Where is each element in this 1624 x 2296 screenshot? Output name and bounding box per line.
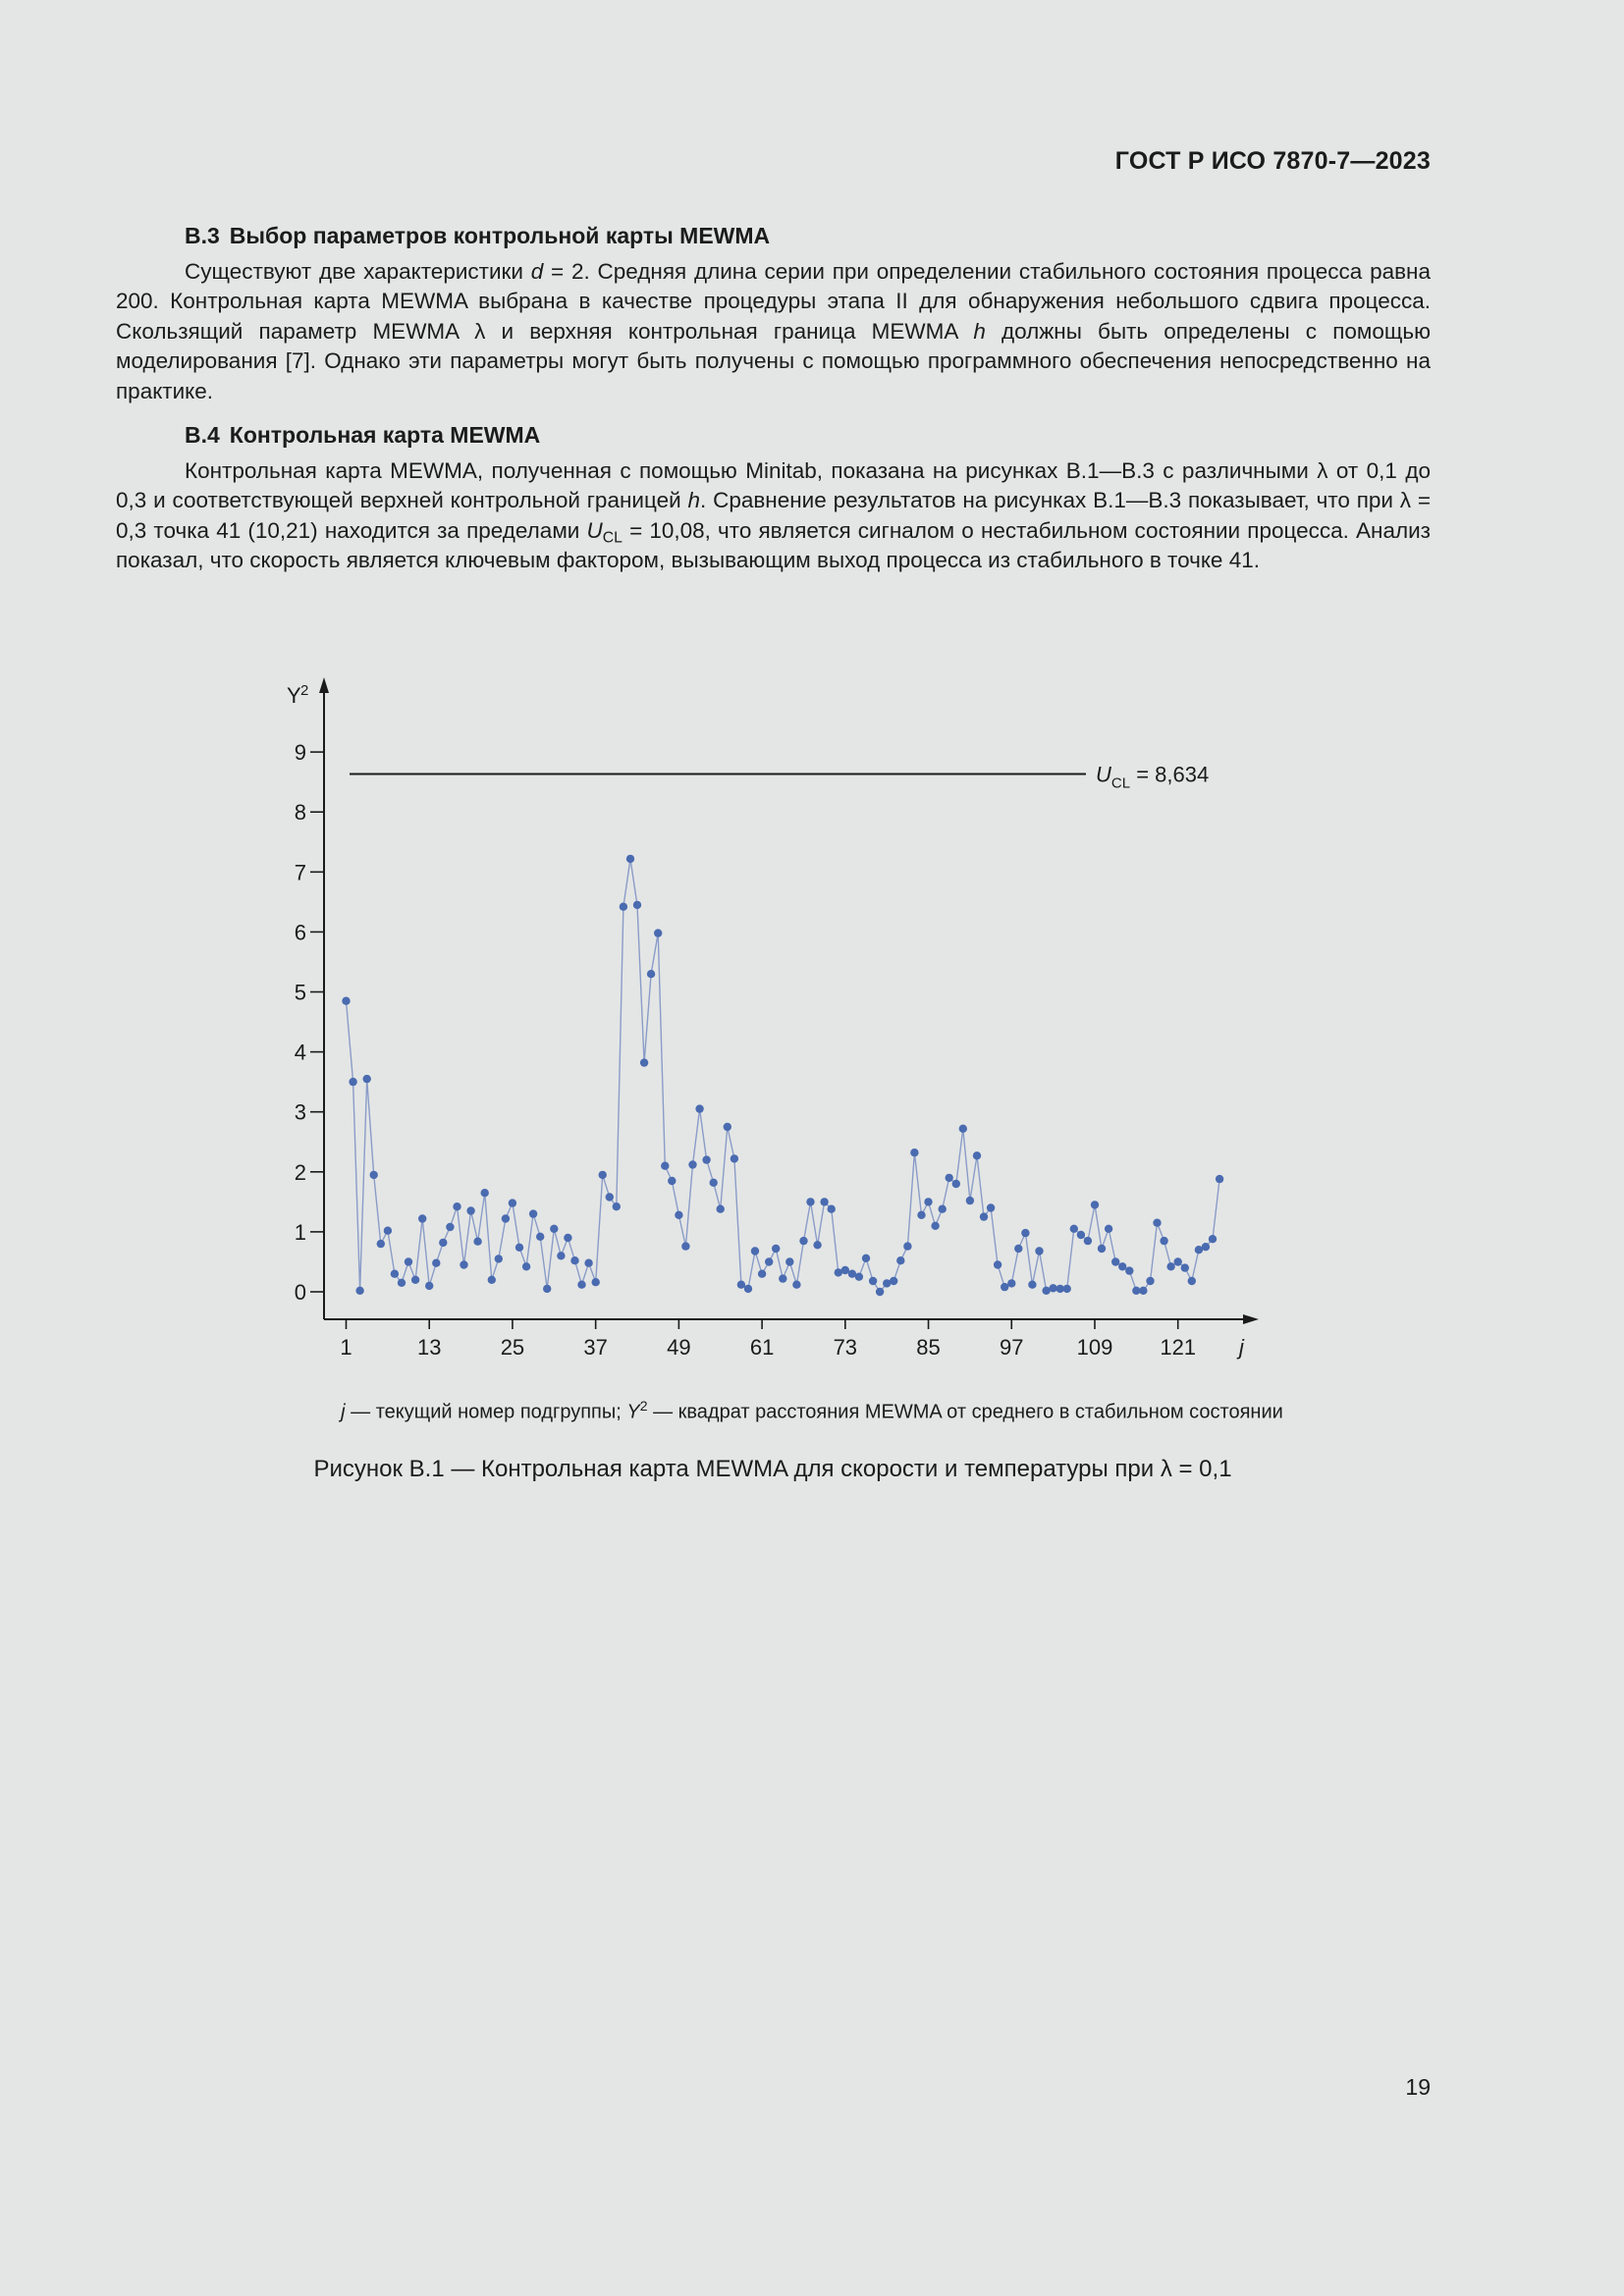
data-point [695, 1104, 703, 1112]
data-point [515, 1244, 523, 1252]
data-point [717, 1205, 725, 1213]
data-point [931, 1222, 939, 1230]
data-point [1035, 1247, 1043, 1255]
y-tick-label: 1 [294, 1219, 306, 1245]
y-tick-label: 8 [294, 800, 306, 826]
data-point [772, 1245, 780, 1253]
data-point [661, 1162, 669, 1170]
y-axis-label-sup: 2 [300, 682, 309, 699]
data-point [1063, 1285, 1071, 1293]
data-point [806, 1198, 814, 1205]
y-tick-label: 4 [294, 1040, 306, 1065]
data-point [1202, 1243, 1210, 1251]
b3-text-3: должны быть определены с помощью моделирования [7]. Однако эти параметры могут быть получены с помощью программного обеспечения непосредственно на практике. [116, 318, 1431, 403]
data-point [398, 1279, 406, 1287]
b4-var-u: U [586, 517, 603, 543]
data-point [681, 1242, 689, 1250]
data-point [1084, 1237, 1092, 1245]
data-point [481, 1189, 489, 1197]
y-tick-label: 5 [294, 980, 306, 1005]
data-point [592, 1278, 600, 1286]
data-point [633, 901, 641, 909]
x-tick-label: 13 [416, 1335, 442, 1360]
data-point [557, 1252, 565, 1259]
data-point [946, 1174, 953, 1182]
data-point [799, 1237, 807, 1245]
y-axis-arrow [319, 677, 329, 693]
data-point [654, 929, 662, 936]
data-point [813, 1241, 821, 1249]
data-point [785, 1257, 793, 1265]
data-point [439, 1239, 447, 1247]
data-point [1188, 1277, 1196, 1285]
data-point [626, 855, 634, 863]
data-point [425, 1282, 433, 1290]
b4-sub-cl: CL [602, 529, 623, 547]
data-point [495, 1255, 503, 1262]
data-point [994, 1260, 1001, 1268]
data-point [820, 1198, 828, 1205]
x-tick-label: 37 [583, 1335, 608, 1360]
section-b4-number: В.4 [185, 422, 220, 448]
data-point [453, 1202, 460, 1210]
data-point [564, 1234, 571, 1242]
data-point [1091, 1201, 1099, 1208]
x-axis-label: j [1239, 1335, 1244, 1360]
data-point [522, 1262, 530, 1270]
data-point [466, 1206, 474, 1214]
data-point [724, 1123, 731, 1131]
data-point [1118, 1262, 1126, 1270]
data-point [488, 1276, 496, 1284]
data-point [751, 1247, 759, 1255]
data-point [647, 970, 655, 978]
data-point [702, 1155, 710, 1163]
data-point [640, 1058, 648, 1066]
x-axis-arrow [1243, 1314, 1259, 1324]
y-axis-label: Y [287, 683, 301, 708]
x-tick-label: 25 [500, 1335, 525, 1360]
y-tick-label: 3 [294, 1099, 306, 1125]
mewma-chart [265, 667, 1316, 1374]
data-point [577, 1281, 585, 1289]
series-line [347, 859, 1220, 1292]
data-point [620, 903, 627, 911]
data-point [731, 1154, 738, 1162]
data-point [1160, 1237, 1167, 1245]
page-number: 19 [1405, 2074, 1431, 2100]
data-point [758, 1270, 766, 1278]
section-b4-paragraph [116, 456, 1431, 576]
data-point [473, 1238, 481, 1246]
ucl-label: $U_{CL} = 8,634$ [1096, 762, 1210, 792]
data-point [536, 1233, 544, 1241]
legend-sup: 2 [639, 1398, 648, 1414]
data-point [668, 1177, 676, 1185]
data-point [370, 1171, 378, 1179]
figure-caption: Рисунок В.1 — Контрольная карта MEWMA для скорости и температуры при λ = 0,1 [313, 1456, 1232, 1482]
y-tick-label: 9 [294, 740, 306, 766]
data-point [939, 1205, 947, 1213]
x-tick-label: 109 [1076, 1335, 1113, 1360]
data-point [1111, 1257, 1119, 1265]
data-point [973, 1151, 981, 1159]
data-point [349, 1078, 356, 1086]
data-point [1139, 1287, 1147, 1295]
y-tick-label: 0 [294, 1280, 306, 1305]
data-point [502, 1214, 510, 1222]
b3-var-d: d [530, 258, 544, 284]
section-b3-title [116, 221, 1431, 251]
data-point [342, 997, 350, 1005]
data-point [355, 1287, 363, 1295]
data-point [529, 1209, 537, 1217]
data-point [1098, 1245, 1106, 1253]
data-point [890, 1277, 897, 1285]
data-point [862, 1255, 870, 1262]
data-point [1014, 1245, 1022, 1253]
data-point [384, 1227, 392, 1235]
data-point [980, 1212, 988, 1220]
data-point [903, 1242, 911, 1250]
b4-text-2: . Сравнение результатов на рисунках В.1—В.3 показывает, что при λ = 0,3 точка 41 (10,21) находится за пределами [116, 488, 1431, 543]
data-point [599, 1171, 607, 1179]
data-point [952, 1180, 960, 1188]
chart-svg [265, 667, 1316, 1374]
data-point [841, 1266, 849, 1274]
legend-text-2: — квадрат расстояния MEWMA от среднего в стабильном состоянии [647, 1401, 1283, 1423]
data-point [460, 1260, 467, 1268]
data-point [606, 1193, 614, 1201]
data-point [792, 1281, 800, 1289]
data-point [924, 1198, 932, 1205]
data-point [543, 1285, 551, 1293]
x-tick-label: 73 [833, 1335, 858, 1360]
data-point [613, 1202, 621, 1210]
x-tick-label: 49 [667, 1335, 691, 1360]
legend-var-y: Y [626, 1401, 640, 1423]
x-tick-label: 85 [916, 1335, 941, 1360]
data-point [737, 1281, 745, 1289]
data-point [1001, 1283, 1008, 1291]
data-point [1077, 1231, 1085, 1239]
section-b3-number: В.3 [185, 223, 220, 248]
data-point [405, 1257, 412, 1265]
data-point [987, 1203, 995, 1211]
data-point [917, 1211, 925, 1219]
data-point [1028, 1281, 1036, 1289]
x-tick-label: 1 [340, 1335, 352, 1360]
data-point [828, 1205, 836, 1213]
data-point [432, 1259, 440, 1267]
data-point [391, 1270, 399, 1278]
section-b4-title [116, 420, 1431, 451]
y-tick-label: 7 [294, 860, 306, 885]
data-point [1209, 1235, 1217, 1243]
b4-text-3: = 10,08, что является сигналом о нестабильном состоянии процесса. Анализ показал, что скорость является ключевым фактором, вызывающим выход процесса из стабильного в точке 41. [116, 517, 1431, 572]
y-tick-label: 6 [294, 920, 306, 945]
b4-var-h: h [687, 488, 701, 512]
data-point [1153, 1219, 1161, 1227]
y-tick-label: 2 [294, 1159, 306, 1185]
data-point [779, 1274, 786, 1282]
data-point [411, 1276, 419, 1284]
data-point [418, 1214, 426, 1222]
data-point [765, 1257, 773, 1265]
section-b3-heading: Выбор параметров контрольной карты MEWMA [229, 223, 771, 248]
data-point [675, 1211, 682, 1219]
x-tick-label: 121 [1160, 1335, 1197, 1360]
data-point [896, 1256, 904, 1264]
data-point [744, 1285, 752, 1293]
section-b3-paragraph [116, 257, 1431, 407]
data-point [910, 1148, 918, 1156]
data-point [1049, 1284, 1056, 1292]
legend-text-1: — текущий номер подгруппы; [345, 1401, 627, 1423]
document-code: ГОСТ Р ИСО 7870-7—2023 [1114, 147, 1431, 175]
data-point [1181, 1263, 1189, 1271]
data-point [855, 1273, 863, 1281]
data-point [1070, 1225, 1078, 1233]
x-tick-label: 97 [1000, 1335, 1024, 1360]
data-point [688, 1160, 696, 1168]
data-point [710, 1179, 718, 1187]
b3-var-h: h [973, 318, 986, 344]
data-point [1125, 1266, 1133, 1274]
data-point [1105, 1225, 1112, 1233]
data-point [959, 1125, 967, 1133]
data-point [1146, 1277, 1154, 1285]
body-text [116, 221, 1431, 590]
figure-legend [0, 1398, 1624, 1424]
data-point [1021, 1229, 1029, 1237]
data-point [550, 1225, 558, 1233]
b3-text-2: = 2. Средняя длина серии при определении стабильного состояния процесса равна 200. Контрольная карта MEWMA выбрана в качестве процедуры этапа II для обнаружения небольшого сдвига процесса. Скользящий параметр MEWMA λ и верхняя контрольная граница MEWMA [116, 258, 1431, 344]
data-point [446, 1223, 454, 1231]
data-point [1216, 1175, 1223, 1183]
data-point [876, 1288, 884, 1296]
data-point [509, 1199, 516, 1206]
data-point [966, 1197, 974, 1204]
b4-text-1: Контрольная карта MEWMA, полученная с помощью Minitab, показана на рисунках В.1—В.3 с различными λ от 0,1 до 0,3 и соответствующей верхней контрольной границей [116, 457, 1431, 512]
data-point [570, 1256, 578, 1264]
data-point [869, 1277, 877, 1285]
data-point [1174, 1257, 1182, 1265]
data-point [363, 1075, 371, 1083]
data-point [377, 1240, 385, 1248]
data-point [1007, 1279, 1015, 1287]
legend-var-j: j [341, 1401, 346, 1423]
x-tick-label: 61 [749, 1335, 775, 1360]
data-point [1166, 1262, 1174, 1270]
section-b4-heading: Контрольная карта MEWMA [229, 422, 541, 448]
data-point [584, 1259, 592, 1267]
b3-text-1: Существуют две характеристики [185, 258, 523, 284]
